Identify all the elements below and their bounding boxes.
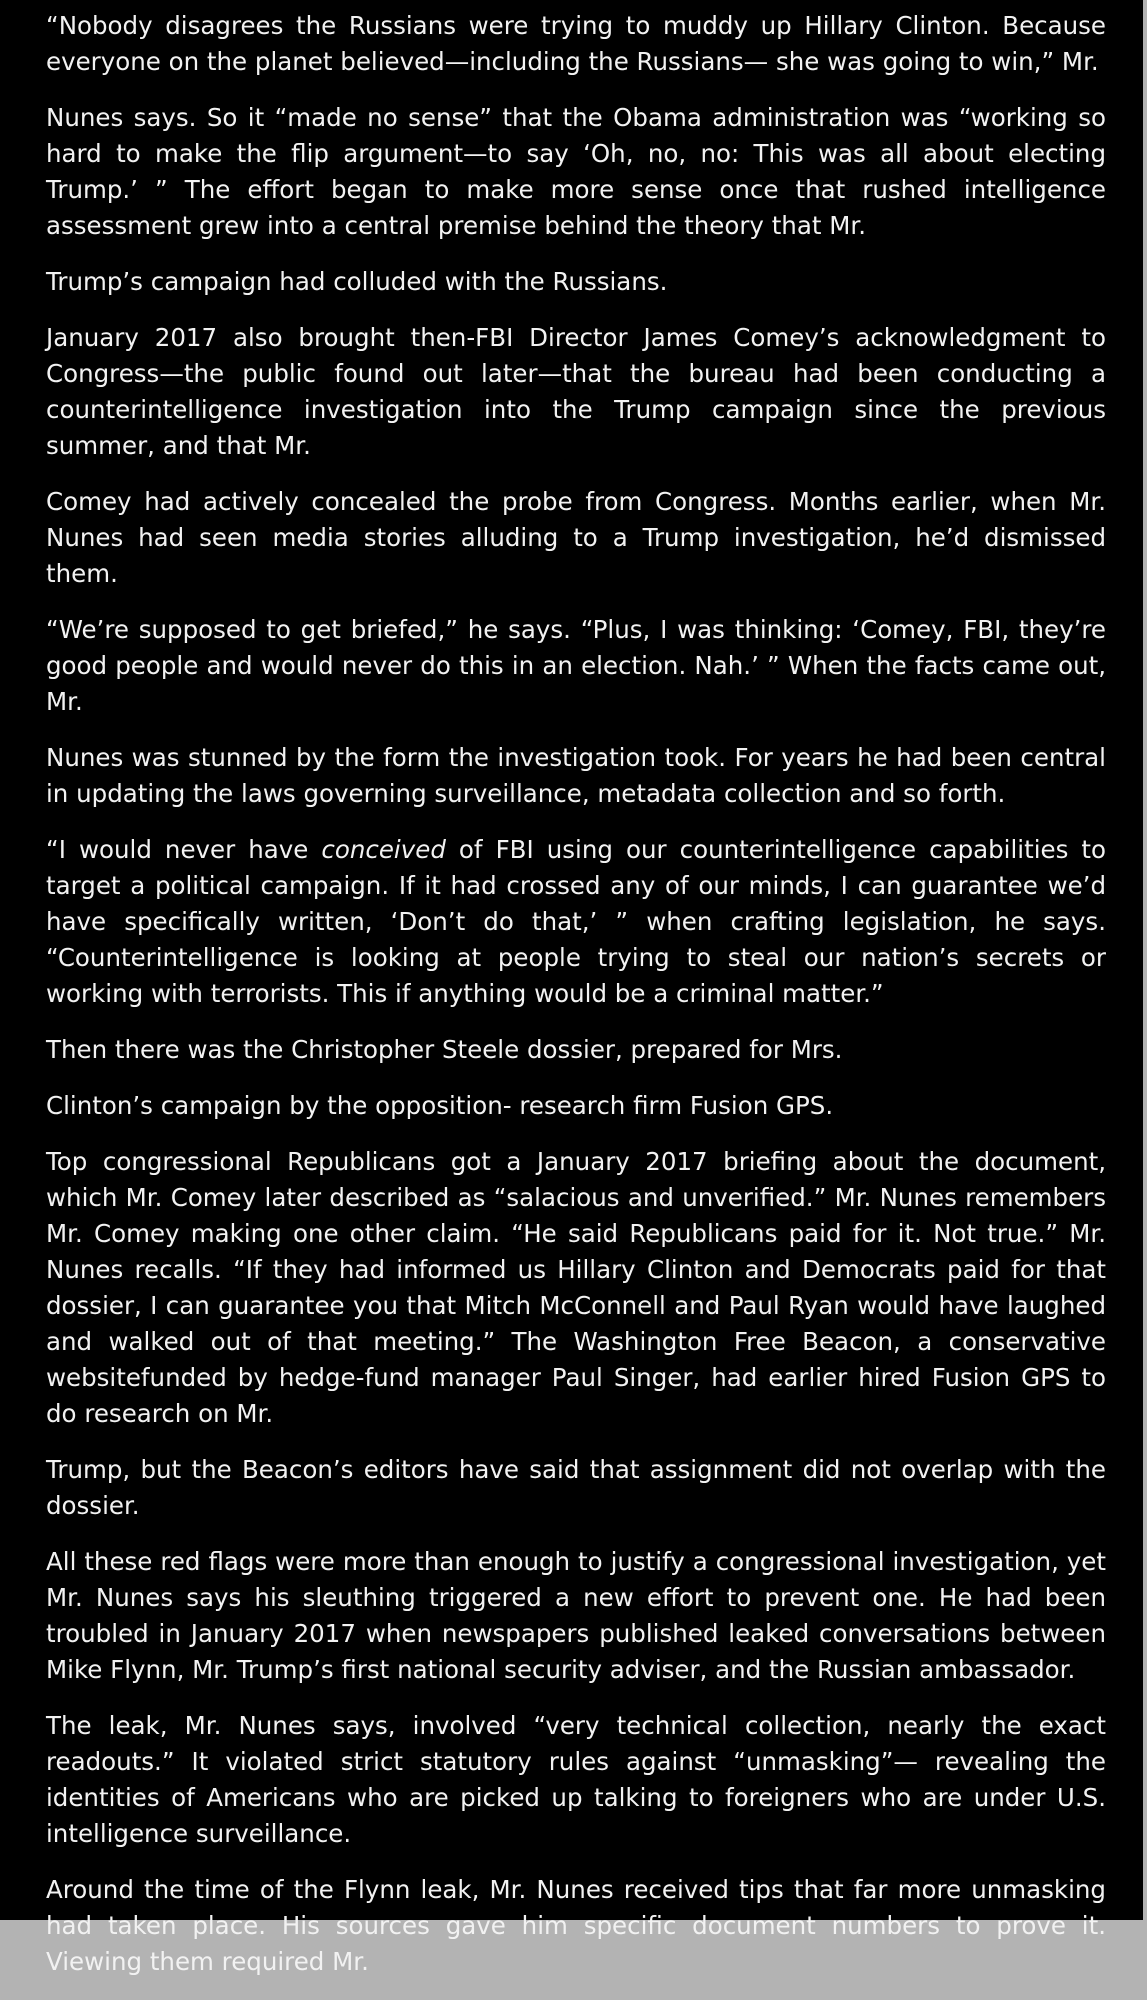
article-paragraph: [46, 1872, 1106, 1980]
article-paragraph: [46, 1144, 1106, 1432]
article-paragraph: [46, 1452, 1106, 1524]
article-paragraph: [46, 320, 1106, 464]
article-paragraph: [46, 1088, 1106, 1124]
page-edge: [1143, 0, 1147, 1920]
paragraph-text: Nunes says. So it “made no sense” that the Obama administration was “working so hard to make the flip argument—to say ‘Oh, no, no: This was all about electing Trump.’ ” The effort began to make more sense once that rushed intelligence assessment grew into a central premise behind the theory that Mr.: [46, 103, 1106, 240]
article-body: [46, 8, 1106, 2000]
article-paragraph: [46, 612, 1106, 720]
paragraph-text: Top congressional Republicans got a January 2017 briefing about the document, which Mr. Comey later described as “salacious and unverified.” Mr. Nunes remembers Mr. Comey making one other claim. “He said Republicans paid for it. Not true.” Mr. Nunes recalls. “If they had informed us Hillary Clinton and Democrats paid for that dossier, I can guarantee you that Mitch McConnell and Paul Ryan would have laughed and walked out of that meeting.” The Washington Free Beacon, a conservative websitefunded by hedge-fund manager Paul Singer, had earlier hired Fusion GPS to do research on Mr.: [46, 1147, 1106, 1428]
paragraph-text: “We’re supposed to get briefed,” he says. “Plus, I was thinking: ‘Comey, FBI, they’re good people and would never do this in an election. Nah.’ ” When the facts came out, Mr.: [46, 615, 1106, 716]
paragraph-text: January 2017 also brought then-FBI Director James Comey’s acknowledgment to Congress—the public found out later—that the bureau had been conducting a counterintelligence investigation into the Trump campaign since the previous summer, and that Mr.: [46, 323, 1106, 460]
article-paragraph: [46, 832, 1106, 1012]
article-paragraph: [46, 1708, 1106, 1852]
article-paragraph: [46, 1032, 1106, 1068]
paragraph-text: Comey had actively concealed the probe from Congress. Months earlier, when Mr. Nunes had seen media stories alluding to a Trump investigation, he’d dismissed them.: [46, 487, 1106, 588]
article-paragraph: [46, 1544, 1106, 1688]
paragraph-text: Around the time of the Flynn leak, Mr. Nunes received tips that far more unmasking had taken place. His sources gave him specific document numbers to prove it. Viewing them required Mr.: [46, 1875, 1106, 1976]
paragraph-text: “Nobody disagrees the Russians were trying to muddy up Hillary Clinton. Because everyone on the planet believed—including the Russians— she was going to win,” Mr.: [46, 11, 1106, 76]
paragraph-text: The leak, Mr. Nunes says, involved “very technical collection, nearly the exact readouts.” It violated strict statutory rules against “unmasking”— revealing the identities of Americans who are picked up talking to foreigners who are under U.S. intelligence surveillance.: [46, 1711, 1106, 1848]
article-paragraph: [46, 264, 1106, 300]
paragraph-text: All these red flags were more than enough to justify a congressional investigation, yet Mr. Nunes says his sleuthing triggered a new effort to prevent one. He had been troubled in January 2017 when newspapers published leaked conversations between Mike Flynn, Mr. Trump’s first national security adviser, and the Russian ambassador.: [46, 1547, 1106, 1684]
paragraph-text: Trump, but the Beacon’s editors have said that assignment did not overlap with the dossier.: [46, 1455, 1106, 1520]
paragraph-text: Then there was the Christopher Steele dossier, prepared for Mrs.: [46, 1035, 843, 1064]
paragraph-text: Trump’s campaign had colluded with the Russians.: [46, 267, 668, 296]
article-paragraph: [46, 740, 1106, 812]
article-paragraph: [46, 8, 1106, 80]
paragraph-text: of FBI using our counterintelligence capabilities to target a political campaign. If it had crossed any of our minds, I can guarantee we’d have specifically written, ‘Don’t do that,’ ” when crafting legislation, he says. “Counterintelligence is looking at people trying to steal our nation’s secrets or working with terrorists. This if anything would be a criminal matter.”: [46, 835, 1107, 1008]
article-paragraph: [46, 484, 1106, 592]
paragraph-text: “I would never have: [46, 835, 322, 864]
paragraph-text: Clinton’s campaign by the opposition- research firm Fusion GPS.: [46, 1091, 834, 1120]
emphasized-text: conceived: [321, 835, 446, 864]
article-paragraph: [46, 100, 1106, 244]
paragraph-text: Nunes was stunned by the form the investigation took. For years he had been central in updating the laws governing surveillance, metadata collection and so forth.: [46, 743, 1106, 808]
